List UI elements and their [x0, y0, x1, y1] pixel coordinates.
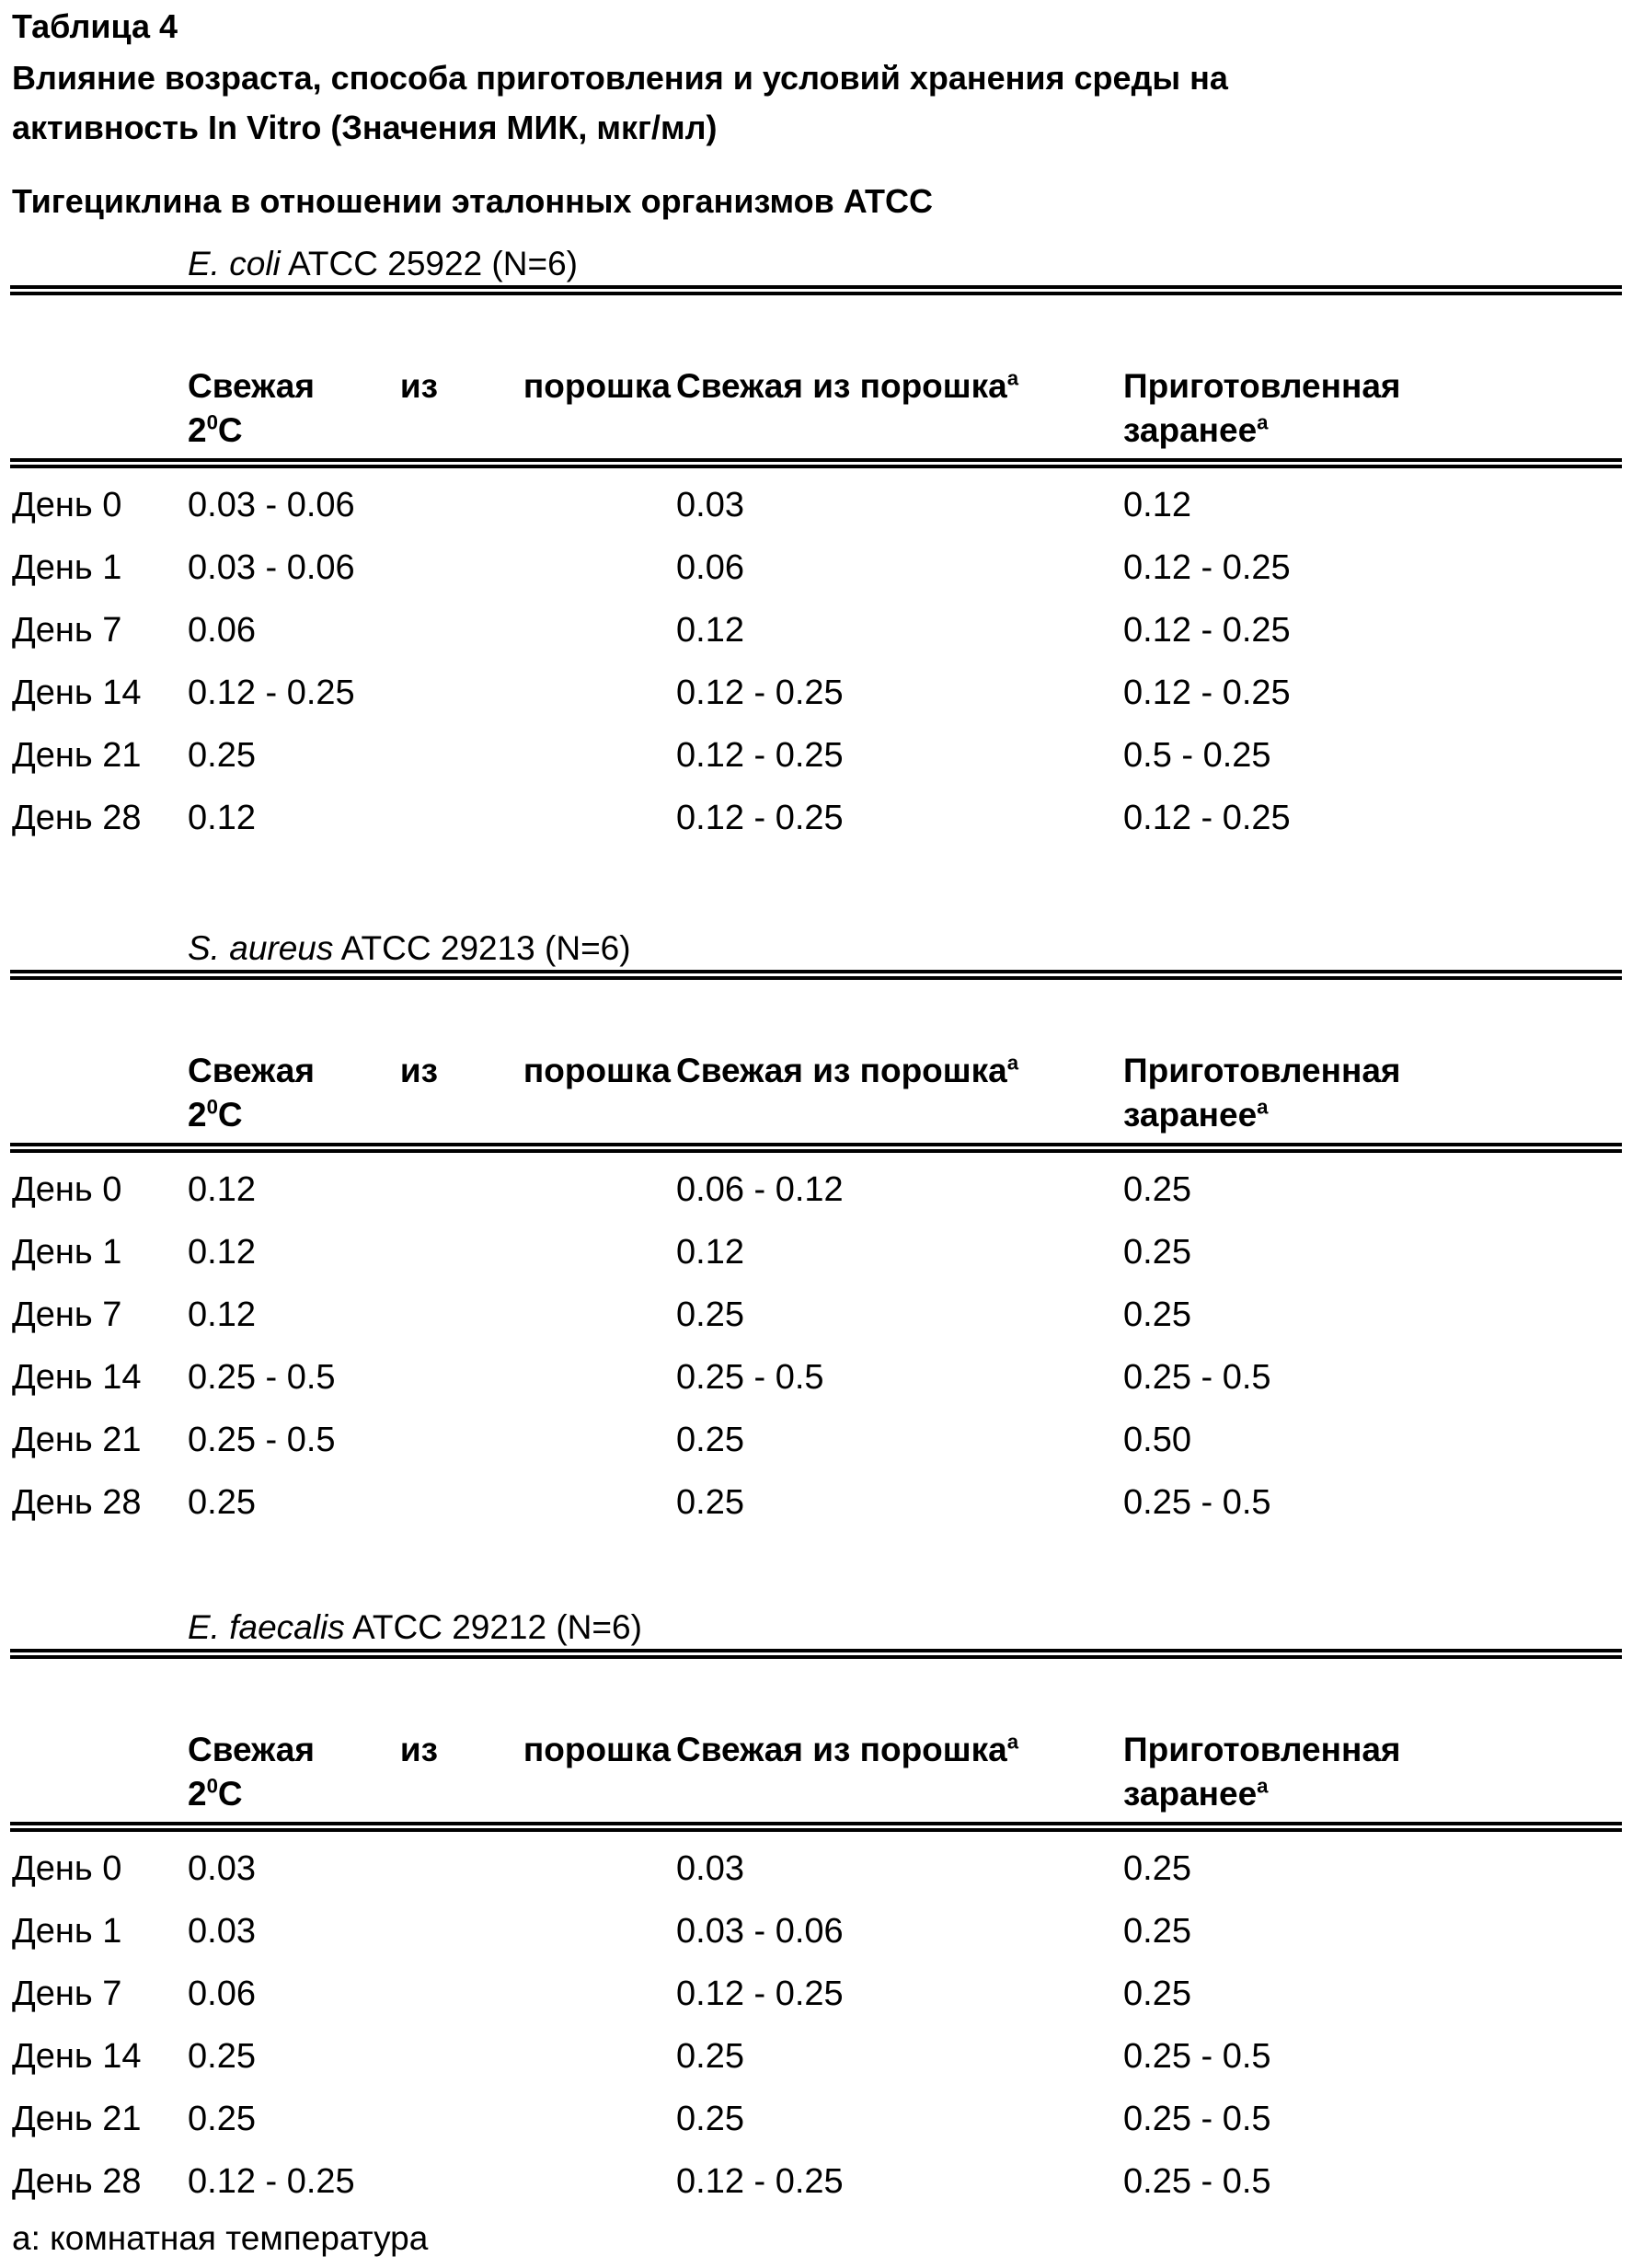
- header-rule: [10, 1822, 1622, 1832]
- header-word: Свежая: [188, 364, 315, 409]
- cell-value: 0.06: [188, 611, 256, 650]
- cell-value: 0.25: [1123, 1849, 1191, 1889]
- header-text: Свежая из порошка: [676, 1052, 1007, 1089]
- column-header-fresh-2c: [188, 1728, 671, 1816]
- header-text: заранее: [1123, 411, 1257, 449]
- column-header-prepared: [1123, 1728, 1401, 1816]
- header-word: C: [218, 1775, 243, 1813]
- header-word: из: [400, 364, 438, 409]
- row-label: День 21: [12, 2100, 141, 2139]
- cell-value: 0.25: [676, 1421, 744, 1460]
- cell-value: 0.25: [188, 1483, 256, 1523]
- cell-value: 0.12 - 0.25: [188, 673, 355, 713]
- cell-value: 0.12: [188, 1295, 256, 1335]
- row-label: День 1: [12, 548, 121, 588]
- cell-value: 0.12: [188, 1233, 256, 1272]
- cell-value: 0.12 - 0.25: [1123, 548, 1291, 588]
- cell-value: 0.12 - 0.25: [1123, 673, 1291, 713]
- cell-value: 0.25: [1123, 1974, 1191, 2014]
- cell-value: 0.5 - 0.25: [1123, 736, 1271, 776]
- section-rule: [10, 1649, 1622, 1659]
- cell-value: 0.50: [1123, 1421, 1191, 1460]
- cell-value: 0.12: [676, 1233, 744, 1272]
- cell-value: 0.25: [1123, 1295, 1191, 1335]
- cell-value: 0.12: [188, 1170, 256, 1210]
- cell-value: 0.25: [188, 736, 256, 776]
- row-label: День 21: [12, 736, 141, 776]
- footnote-mark: a: [1257, 411, 1268, 434]
- header-word: C: [218, 411, 243, 449]
- cell-value: 0.25 - 0.5: [676, 1358, 824, 1398]
- cell-value: 0.25 - 0.5: [1123, 2037, 1271, 2077]
- section-rule: [10, 970, 1622, 980]
- footnote: a: комнатная температура: [12, 2219, 428, 2258]
- organism-name: E. faecalis: [188, 1608, 345, 1646]
- cell-value: 0.25: [1123, 1170, 1191, 1210]
- header-word: из: [400, 1049, 438, 1093]
- footnote-mark: a: [1007, 1731, 1018, 1754]
- cell-value: 0.25 - 0.5: [1123, 1483, 1271, 1523]
- header-word: 2: [188, 411, 207, 449]
- cell-value: 0.03 - 0.06: [188, 548, 355, 588]
- cell-value: 0.06 - 0.12: [676, 1170, 844, 1210]
- cell-value: 0.03 - 0.06: [676, 1912, 844, 1951]
- column-header-prepared: [1123, 364, 1401, 453]
- header-word: порошка: [523, 1049, 671, 1093]
- footnote-mark: a: [1257, 1096, 1268, 1119]
- section-rule: [10, 285, 1622, 295]
- header-text: Приготовленная: [1123, 1049, 1401, 1093]
- row-label: День 7: [12, 611, 121, 650]
- column-header-prepared: [1123, 1049, 1401, 1137]
- table-label: Таблица 4: [12, 7, 178, 46]
- cell-value: 0.06: [188, 1974, 256, 2014]
- row-label: День 14: [12, 673, 141, 713]
- row-label: День 0: [12, 1170, 121, 1210]
- degree-mark: 0: [207, 1775, 218, 1798]
- row-label: День 28: [12, 1483, 141, 1523]
- header-word: 2: [188, 1775, 207, 1813]
- row-label: День 14: [12, 2037, 141, 2077]
- cell-value: 0.12 - 0.25: [676, 2162, 844, 2202]
- cell-value: 0.25: [676, 1295, 744, 1335]
- row-label: День 28: [12, 799, 141, 838]
- header-word: из: [400, 1728, 438, 1772]
- title-line-2: активность In Vitro (Значения МИК, мкг/мл): [12, 109, 718, 147]
- cell-value: 0.12: [676, 611, 744, 650]
- organism-strain: ATCC 29213 (N=6): [333, 929, 630, 967]
- cell-value: 0.12: [1123, 486, 1191, 525]
- cell-value: 0.03: [676, 486, 744, 525]
- row-label: День 21: [12, 1421, 141, 1460]
- header-rule: [10, 458, 1622, 468]
- cell-value: 0.25: [676, 2100, 744, 2139]
- column-header-fresh-2c: [188, 364, 671, 453]
- cell-value: 0.03: [188, 1912, 256, 1951]
- cell-value: 0.06: [676, 548, 744, 588]
- row-label: День 1: [12, 1912, 121, 1951]
- row-label: День 0: [12, 1849, 121, 1889]
- organism-title: [188, 929, 631, 968]
- header-text: Свежая из порошка: [676, 1731, 1007, 1768]
- cell-value: 0.12: [188, 799, 256, 838]
- cell-value: 0.25 - 0.5: [188, 1358, 336, 1398]
- footnote-mark: a: [1257, 1775, 1268, 1798]
- cell-value: 0.25: [1123, 1912, 1191, 1951]
- header-word: C: [218, 1096, 243, 1134]
- organism-name: S. aureus: [188, 929, 333, 967]
- degree-mark: 0: [207, 1096, 218, 1119]
- column-header-fresh: [676, 364, 1018, 409]
- cell-value: 0.25: [188, 2037, 256, 2077]
- row-label: День 28: [12, 2162, 141, 2202]
- cell-value: 0.12 - 0.25: [188, 2162, 355, 2202]
- cell-value: 0.03: [188, 1849, 256, 1889]
- cell-value: 0.25: [676, 1483, 744, 1523]
- cell-value: 0.25 - 0.5: [1123, 2162, 1271, 2202]
- row-label: День 7: [12, 1295, 121, 1335]
- header-word: порошка: [523, 364, 671, 409]
- cell-value: 0.12 - 0.25: [1123, 611, 1291, 650]
- cell-value: 0.12 - 0.25: [676, 673, 844, 713]
- organism-name: E. coli: [188, 245, 281, 282]
- row-label: День 1: [12, 1233, 121, 1272]
- subtitle: Тигециклина в отношении эталонных организмов ATCC: [12, 182, 933, 221]
- cell-value: 0.25: [676, 2037, 744, 2077]
- cell-value: 0.25 - 0.5: [1123, 2100, 1271, 2139]
- header-text: Приготовленная: [1123, 364, 1401, 409]
- row-label: День 14: [12, 1358, 141, 1398]
- column-header-fresh: [676, 1049, 1018, 1093]
- cell-value: 0.12 - 0.25: [676, 799, 844, 838]
- cell-value: 0.25: [1123, 1233, 1191, 1272]
- header-word: порошка: [523, 1728, 671, 1772]
- organism-strain: ATCC 29212 (N=6): [345, 1608, 642, 1646]
- cell-value: 0.12 - 0.25: [676, 736, 844, 776]
- column-header-fresh-2c: [188, 1049, 671, 1137]
- cell-value: 0.12 - 0.25: [1123, 799, 1291, 838]
- row-label: День 7: [12, 1974, 121, 2014]
- header-word: Свежая: [188, 1728, 315, 1772]
- header-rule: [10, 1143, 1622, 1153]
- organism-strain: ATCC 25922 (N=6): [281, 245, 578, 282]
- column-header-fresh: [676, 1728, 1018, 1772]
- header-text: Свежая из порошка: [676, 367, 1007, 405]
- header-text: заранее: [1123, 1775, 1257, 1813]
- cell-value: 0.12 - 0.25: [676, 1974, 844, 2014]
- cell-value: 0.25 - 0.5: [1123, 1358, 1271, 1398]
- cell-value: 0.25: [188, 2100, 256, 2139]
- organism-title: [188, 1608, 642, 1647]
- footnote-mark: a: [1007, 1052, 1018, 1075]
- footnote-mark: a: [1007, 367, 1018, 390]
- header-text: заранее: [1123, 1096, 1257, 1134]
- organism-title: [188, 245, 578, 283]
- cell-value: 0.25 - 0.5: [188, 1421, 336, 1460]
- header-word: Свежая: [188, 1049, 315, 1093]
- header-text: Приготовленная: [1123, 1728, 1401, 1772]
- title-line-1: Влияние возраста, способа приготовления и условий хранения среды на: [12, 59, 1228, 98]
- header-word: 2: [188, 1096, 207, 1134]
- degree-mark: 0: [207, 411, 218, 434]
- cell-value: 0.03: [676, 1849, 744, 1889]
- cell-value: 0.03 - 0.06: [188, 486, 355, 525]
- row-label: День 0: [12, 486, 121, 525]
